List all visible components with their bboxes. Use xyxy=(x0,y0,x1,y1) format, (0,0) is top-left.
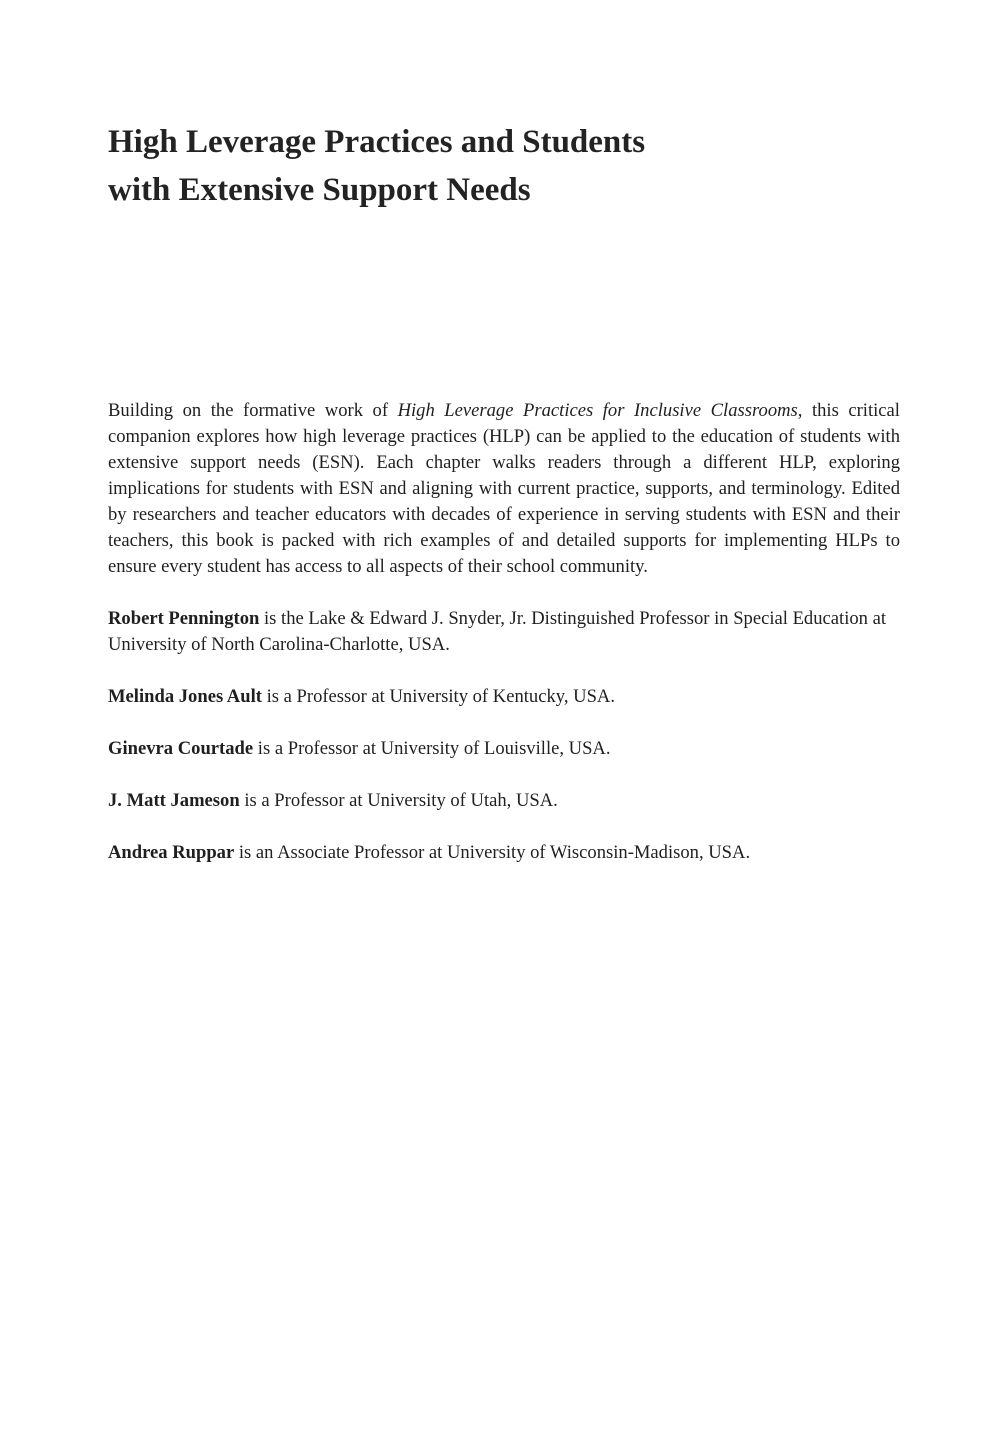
book-title-line-1: High Leverage Practices and Students xyxy=(108,124,646,160)
editor-bio-text: is the Lake & Edward J. Snyder, Jr. Distinguished Professor in Special Education at University of North Carolina-Charlotte, USA. xyxy=(108,608,887,655)
editor-bio-text: is a Professor at University of Kentucky, USA. xyxy=(261,686,615,707)
description-body: , this critical companion explores how high leverage practices (HLP) can be applied to the education of students with extensive support needs (ESN). Each chapter walks readers through a different HLP, exploring implications for students with ESN and aligning with current practice, supports, and terminology. Edited by researchers and teacher educators with decades of experience in serving students with ESN and their teachers, this book is packed with rich examples of and detailed supports for implementing HLPs to ensure every student has access to all aspects of their school community. xyxy=(108,400,900,577)
book-title-line-2: with Extensive Support Needs xyxy=(108,172,531,208)
editor-bio-text: is a Professor at University of Utah, USA. xyxy=(239,790,558,811)
description-intro: Building on the formative work of xyxy=(108,400,398,421)
editor-bio-text: is a Professor at University of Louisville, USA. xyxy=(253,738,611,759)
book-title xyxy=(108,118,908,214)
editor-bio xyxy=(108,736,900,762)
editor-name: Ginevra Courtade xyxy=(108,738,254,759)
referenced-book-title: High Leverage Practices for Inclusive Classrooms xyxy=(397,400,798,421)
book-description xyxy=(108,398,900,580)
editor-name: Robert Pennington xyxy=(108,608,260,629)
editor-name: Melinda Jones Ault xyxy=(108,686,262,707)
editor-bio xyxy=(108,606,900,658)
page-content xyxy=(108,398,900,892)
editor-name: J. Matt Jameson xyxy=(108,790,240,811)
editor-name: Andrea Ruppar xyxy=(108,842,235,863)
editor-bio xyxy=(108,684,900,710)
editor-bio xyxy=(108,788,900,814)
editor-bio-text: is an Associate Professor at University of Wisconsin-Madison, USA. xyxy=(234,842,751,863)
editor-bio xyxy=(108,840,900,866)
